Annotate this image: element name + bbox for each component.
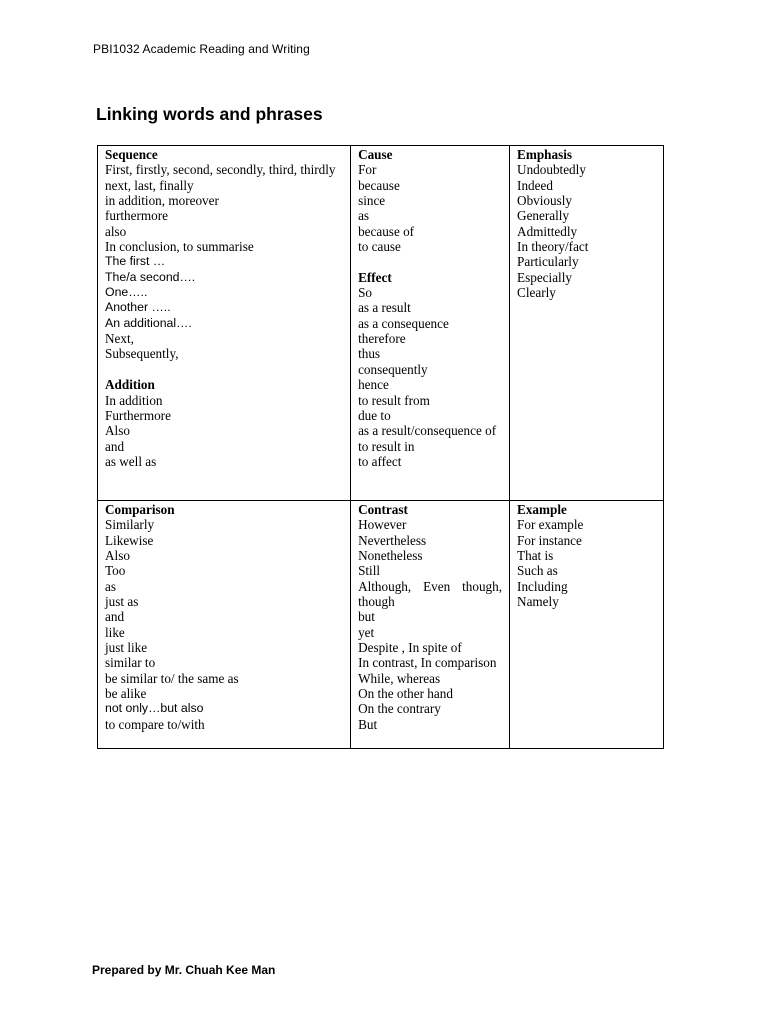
- sequence-addition-cell: [98, 146, 351, 501]
- list-item: Nevertheless: [358, 532, 427, 548]
- list-item: since: [358, 193, 386, 209]
- list-item: Likewise: [105, 532, 154, 548]
- list-item: to compare to/with: [105, 716, 205, 732]
- course-header: PBI1032 Academic Reading and Writing: [93, 42, 310, 56]
- list-item: In addition: [105, 392, 163, 408]
- linking-words-table: [97, 145, 664, 749]
- list-item: The/a second….: [105, 269, 196, 284]
- table-row: [98, 501, 664, 749]
- list-item: just as: [105, 594, 139, 610]
- comparison-cell: [98, 501, 351, 749]
- list-item: But: [358, 716, 378, 732]
- emphasis-cell: [510, 146, 664, 501]
- list-item: to affect: [358, 453, 402, 469]
- list-item: like: [105, 624, 125, 640]
- list-item: just like: [105, 640, 148, 656]
- list-item: Nonetheless: [358, 548, 423, 564]
- cause-heading: Cause: [358, 147, 393, 162]
- list-item: Indeed: [517, 177, 553, 193]
- list-item: to cause: [358, 239, 401, 255]
- list-item: Similarly: [105, 517, 155, 533]
- list-item: be similar to/ the same as: [105, 670, 239, 686]
- list-item: as well as: [105, 453, 157, 469]
- list-item: The first …: [105, 254, 166, 269]
- list-item: Generally: [517, 208, 570, 224]
- list-item: and: [105, 609, 125, 625]
- comparison-heading: Comparison: [105, 502, 175, 517]
- list-item: Also: [105, 423, 130, 439]
- list-item: For example: [517, 517, 584, 533]
- footer-prepared-by: Prepared by Mr. Chuah Kee Man: [92, 963, 276, 977]
- list-item: as a consequence: [358, 315, 449, 331]
- spacer: [358, 254, 502, 269]
- list-item: Including: [517, 578, 568, 594]
- list-item: Such as: [517, 563, 558, 579]
- list-item: Clearly: [517, 285, 556, 301]
- contrast-cell: [351, 501, 510, 749]
- list-item: as: [358, 208, 370, 224]
- list-item: Although, Even though, though: [358, 578, 503, 610]
- list-item: In contrast, In comparison: [358, 655, 497, 671]
- list-item: Obviously: [517, 193, 572, 209]
- list-item: While, whereas: [358, 670, 441, 686]
- list-item: also: [105, 223, 127, 239]
- list-item: to result in: [358, 438, 415, 454]
- table-row: [98, 146, 664, 501]
- list-item: On the other hand: [358, 686, 453, 702]
- spacer: [105, 362, 343, 377]
- contrast-heading: Contrast: [358, 502, 408, 517]
- list-item: Namely: [517, 594, 559, 610]
- list-item: Particularly: [517, 254, 579, 270]
- list-item: In conclusion, to summarise: [105, 239, 254, 255]
- list-item: because: [358, 177, 400, 193]
- list-item: similar to: [105, 655, 156, 671]
- example-heading: Example: [517, 502, 567, 517]
- list-item: as a result: [358, 300, 411, 316]
- list-item: Also: [105, 548, 130, 564]
- sequence-heading: Sequence: [105, 147, 158, 162]
- list-item: consequently: [358, 361, 428, 377]
- list-item: because of: [358, 223, 415, 239]
- list-item: Despite , In spite of: [358, 640, 462, 656]
- list-item: Especially: [517, 269, 572, 285]
- list-item: On the contrary: [358, 701, 441, 717]
- list-item: as a result/consequence of: [358, 423, 497, 439]
- list-item: Too: [105, 563, 126, 579]
- list-item: next, last, finally: [105, 177, 194, 193]
- list-item: So: [358, 285, 372, 301]
- list-item: However: [358, 517, 407, 533]
- list-item: hence: [358, 377, 389, 393]
- list-item: For instance: [517, 532, 582, 548]
- list-item: furthermore: [105, 208, 168, 224]
- list-item: Furthermore: [105, 407, 171, 423]
- list-item: Undoubtedly: [517, 162, 586, 178]
- list-item: not only…but also: [105, 701, 204, 716]
- list-item: Another …..: [105, 300, 171, 315]
- emphasis-heading: Emphasis: [517, 147, 573, 162]
- list-item: Next,: [105, 331, 134, 347]
- list-item: Subsequently,: [105, 346, 179, 362]
- list-item: In theory/fact: [517, 239, 589, 255]
- list-item: and: [105, 438, 125, 454]
- list-item: in addition, moreover: [105, 193, 219, 209]
- list-item: An additional….: [105, 315, 192, 330]
- list-item: Still: [358, 563, 381, 579]
- list-item: as: [105, 578, 116, 594]
- list-item: First, firstly, second, secondly, third, thirdly: [105, 162, 336, 178]
- list-item: due to: [358, 407, 391, 423]
- page-title: Linking words and phrases: [96, 104, 323, 124]
- list-item: One…..: [105, 285, 148, 300]
- list-item: yet: [358, 624, 375, 640]
- addition-heading: Addition: [105, 377, 155, 393]
- list-item: That is: [517, 548, 554, 564]
- list-item: be alike: [105, 686, 147, 702]
- cause-effect-cell: [351, 146, 510, 501]
- list-item: to result from: [358, 392, 430, 408]
- list-item: thus: [358, 346, 381, 362]
- list-item: therefore: [358, 331, 406, 347]
- list-item: For: [358, 162, 377, 178]
- effect-heading: Effect: [358, 269, 392, 285]
- list-item: Admittedly: [517, 223, 578, 239]
- example-cell: [510, 501, 664, 749]
- list-item: but: [358, 609, 375, 625]
